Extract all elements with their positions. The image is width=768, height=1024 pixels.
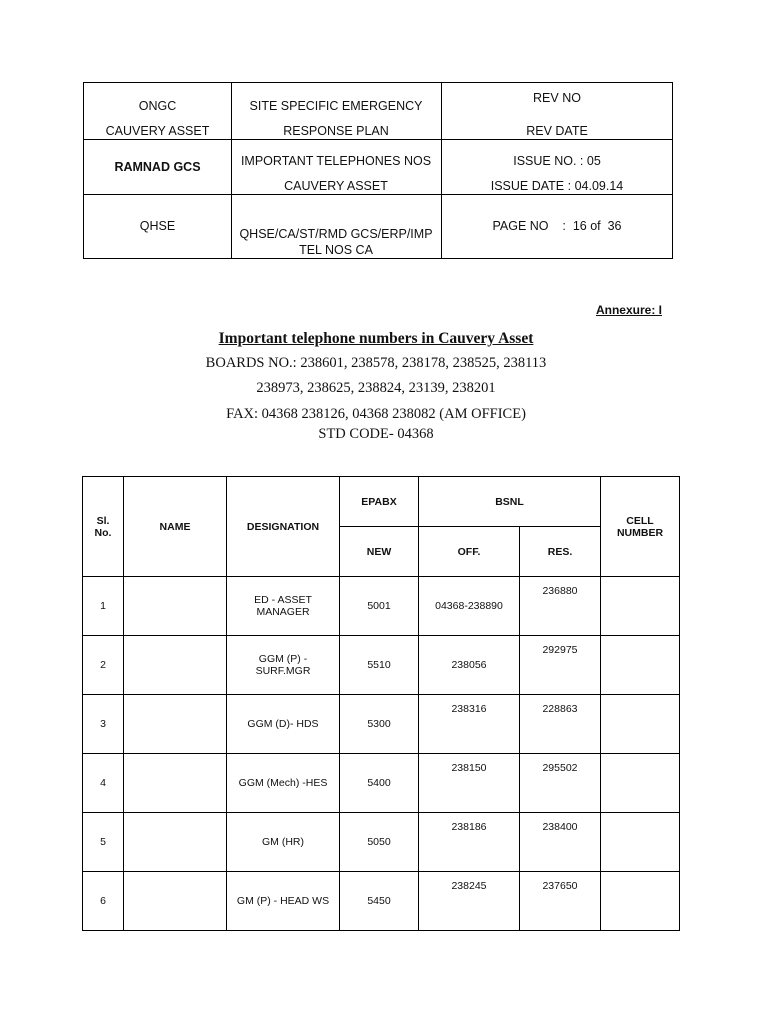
org-name: ONGC	[138, 99, 177, 113]
new-cell: 5450	[340, 872, 419, 931]
res-cell: 295502	[520, 754, 601, 813]
cell-header-line1: CELL	[626, 514, 654, 527]
sl-header-line2: No.	[94, 526, 112, 539]
sl-cell: 4	[83, 754, 124, 813]
off-cell: 238056	[419, 636, 520, 695]
sl-no-header	[83, 477, 124, 577]
phone-table	[82, 476, 680, 931]
designation-line2: SURF.MGR	[255, 665, 311, 677]
res-cell: 238400	[520, 813, 601, 872]
rev-date: REV DATE	[526, 124, 588, 138]
sl-cell: 3	[83, 695, 124, 754]
sl-header-line1: Sl.	[96, 514, 110, 527]
sl-cell: 5	[83, 813, 124, 872]
document-header	[83, 82, 673, 259]
designation-cell	[227, 695, 340, 754]
name-cell	[124, 813, 227, 872]
subject-line2: CAUVERY ASSET	[284, 179, 388, 193]
designation-line1: ED - ASSET	[254, 594, 312, 606]
table-row	[83, 695, 680, 754]
table-row	[83, 872, 680, 931]
res-cell: 237650	[520, 872, 601, 931]
name-header: NAME	[124, 477, 227, 577]
off-cell: 04368-238890	[419, 577, 520, 636]
designation-line1: GGM (Mech) -HES	[238, 777, 328, 789]
name-cell	[124, 577, 227, 636]
off-cell: 238245	[419, 872, 520, 931]
designation-line2: MANAGER	[256, 606, 310, 618]
location-name: RAMNAD GCS	[114, 160, 201, 174]
cell-number-cell	[601, 577, 680, 636]
table-header-row	[83, 477, 680, 527]
new-cell: 5001	[340, 577, 419, 636]
new-cell: 5300	[340, 695, 419, 754]
res-cell: 236880	[520, 577, 601, 636]
asset-name: CAUVERY ASSET	[105, 124, 210, 138]
department: QHSE	[139, 219, 176, 233]
cell-number-cell	[601, 754, 680, 813]
designation-line1: GGM (P) -	[258, 653, 308, 665]
boards-numbers-line2: 238973, 238625, 238824, 23139, 238201	[256, 380, 496, 396]
doc-code-line2: TEL NOS CA	[299, 243, 373, 257]
issue-date: ISSUE DATE : 04.09.14	[490, 179, 624, 193]
table-row	[83, 813, 680, 872]
designation-cell	[227, 813, 340, 872]
res-cell: 228863	[520, 695, 601, 754]
page-title: Important telephone numbers in Cauvery Asset	[218, 330, 534, 347]
sl-cell: 1	[83, 577, 124, 636]
new-cell: 5510	[340, 636, 419, 695]
designation-cell	[227, 577, 340, 636]
boards-numbers-line1: BOARDS NO.: 238601, 238578, 238178, 238525, 238113	[205, 355, 547, 371]
res-header: RES.	[520, 527, 601, 577]
cell-number-cell	[601, 813, 680, 872]
name-cell	[124, 754, 227, 813]
subject-line1: IMPORTANT TELEPHONES NOS	[240, 154, 432, 168]
off-cell: 238150	[419, 754, 520, 813]
designation-line1: GGM (D)- HDS	[247, 718, 319, 730]
cell-header-line2: NUMBER	[616, 526, 664, 539]
cell-number-cell	[601, 695, 680, 754]
designation-cell	[227, 636, 340, 695]
new-header: NEW	[340, 527, 419, 577]
designation-cell	[227, 872, 340, 931]
header-divider	[84, 139, 672, 140]
rev-no: REV NO	[533, 91, 581, 105]
cell-number-header	[601, 477, 680, 577]
designation-cell	[227, 754, 340, 813]
res-cell: 292975	[520, 636, 601, 695]
fax-numbers: FAX: 04368 238126, 04368 238082 (AM OFFICE)	[226, 406, 526, 422]
annexure-label: Annexure: I	[595, 303, 662, 317]
plan-title-line2: RESPONSE PLAN	[283, 124, 389, 138]
doc-code-line1: QHSE/CA/ST/RMD GCS/ERP/IMP	[239, 227, 433, 241]
page-number: PAGE NO : 16 of 36	[492, 219, 622, 233]
designation-header: DESIGNATION	[227, 477, 340, 577]
new-cell: 5400	[340, 754, 419, 813]
table-row	[83, 636, 680, 695]
off-cell: 238186	[419, 813, 520, 872]
table-row	[83, 754, 680, 813]
new-cell: 5050	[340, 813, 419, 872]
sl-cell: 6	[83, 872, 124, 931]
off-cell: 238316	[419, 695, 520, 754]
off-header: OFF.	[419, 527, 520, 577]
issue-no: ISSUE NO. : 05	[513, 154, 601, 168]
header-divider	[84, 194, 672, 195]
designation-line1: GM (HR)	[262, 836, 304, 848]
name-cell	[124, 872, 227, 931]
sl-cell: 2	[83, 636, 124, 695]
epabx-header: EPABX	[340, 477, 419, 527]
name-cell	[124, 636, 227, 695]
std-code: STD CODE- 04368	[318, 426, 434, 442]
designation-line1: GM (P) - HEAD WS	[236, 895, 330, 907]
cell-number-cell	[601, 636, 680, 695]
cell-number-cell	[601, 872, 680, 931]
bsnl-header: BSNL	[419, 477, 601, 527]
table-row	[83, 577, 680, 636]
name-cell	[124, 695, 227, 754]
plan-title-line1: SITE SPECIFIC EMERGENCY	[249, 99, 423, 113]
